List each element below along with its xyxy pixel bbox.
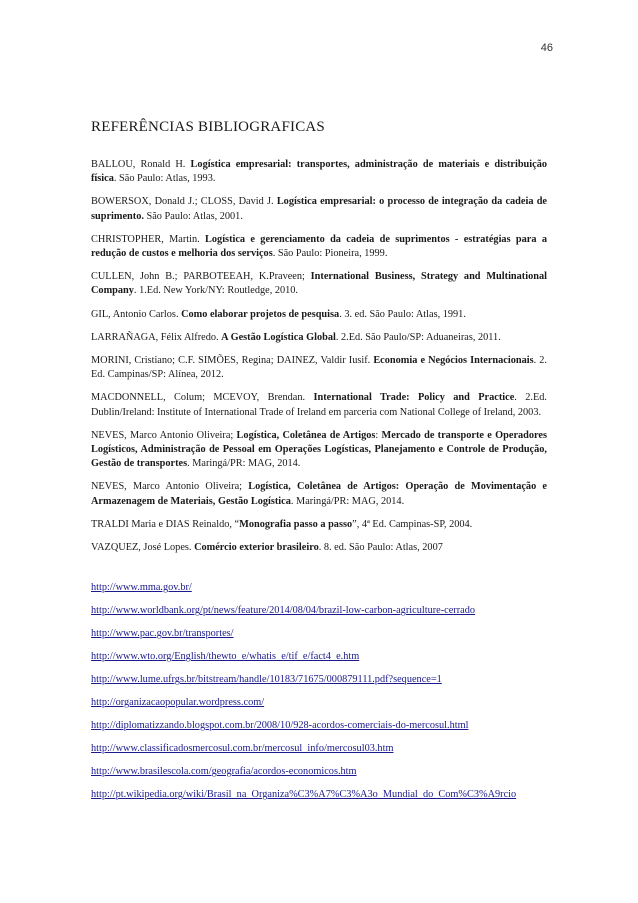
reference-title: Como elaborar projetos de pesquisa (181, 308, 340, 320)
reference-title: Logística e gerenciamento da cadeia de suprimentos - estratégias para a redução de custos e melhoria dos serviços (91, 233, 547, 260)
reference-title: Logística empresarial: transportes, administração de materiais e distribuição física (91, 159, 548, 185)
reference-entry (91, 391, 547, 419)
reference-title: A Gestão Logística Global (221, 331, 336, 343)
reference-text: São Paulo: Atlas, 2001. (143, 210, 243, 222)
reference-text: CULLEN, John B.; PARBOTEEAH, K.Praveen; (91, 271, 311, 283)
reference-text: . Maringá/PR: MAG, 2014. (290, 495, 405, 507)
reference-text: CHRISTOPHER, Martin. (91, 233, 206, 245)
reference-title: Logística, Coletânea de Artigos: Operação de Movimentação e Armazenagem de Materiais, Gestão Logística (91, 481, 547, 507)
reference-title: International Business, Strategy and Multinational Company (91, 271, 547, 297)
reference-link[interactable]: http://www.mma.gov.br/ (91, 582, 192, 594)
reference-title: International Trade: Policy and Practice (313, 392, 515, 404)
link-list (91, 581, 547, 802)
reference-text: BALLOU, Ronald H. (91, 159, 191, 170)
reference-title: Logística empresarial: o processo de integração da cadeia de suprimento. (91, 196, 548, 222)
reference-list (91, 158, 547, 555)
reference-title: Monografia passo a passo (239, 518, 353, 530)
reference-text: BOWERSOX, Donald J.; CLOSS, David J. (91, 196, 277, 208)
reference-text: VAZQUEZ, José Lopes. (91, 542, 195, 554)
reference-entry (91, 480, 547, 508)
reference-text: . 2.Ed. São Paulo/SP: Aduaneiras, 2011. (335, 331, 501, 343)
reference-title: Logística, Coletânea de Artigos (236, 429, 376, 441)
reference-title: Comércio exterior brasileiro (194, 542, 319, 554)
reference-text: . 3. ed. São Paulo: Atlas, 1991. (339, 308, 466, 320)
reference-text: LARRAÑAGA, Félix Alfredo. (91, 331, 222, 343)
reference-text: . São Paulo: Pioneira, 1999. (272, 248, 388, 260)
reference-text: . 2.Ed. Dublin/Ireland: Institute of International Trade of Ireland em parceria com National College of Ireland, 2003. (91, 392, 547, 418)
reference-text: : (375, 429, 382, 441)
reference-title: Mercado de transporte e Operadores Logísticos, Administração de Pessoal em Operações Logísticas, Planejamento e Controle de Produção, Gestão de transportes (91, 429, 547, 470)
reference-link[interactable]: http://www.pac.gov.br/transportes/ (91, 628, 234, 640)
reference-text: . 8. ed. São Paulo: Atlas, 2007 (318, 542, 443, 554)
reference-entry (91, 541, 547, 555)
reference-text: NEVES, Marco Antonio Oliveira; (91, 481, 249, 493)
reference-link[interactable]: http://www.worldbank.org/pt/news/feature/2014/08/04/brazil-low-carbon-agriculture-cerrado (91, 605, 476, 617)
reference-text: NEVES, Marco Antonio Oliveira; (91, 429, 237, 441)
reference-entry (91, 158, 547, 186)
reference-link[interactable]: http://www.lume.ufrgs.br/bitstream/handle/10183/71675/000879111.pdf?sequence=1 (91, 674, 442, 686)
page-number: 46 (540, 42, 553, 54)
reference-entry (91, 518, 547, 532)
reference-text: ”, 4ª Ed. Campinas-SP, 2004. (352, 518, 473, 530)
reference-text: MORINI, Cristiano; C.F. SIMÕES, Regina; DAINEZ, Valdir Iusif. (91, 355, 374, 367)
reference-text: . 1.Ed. New York/NY: Routledge, 2010. (133, 285, 299, 297)
reference-link[interactable]: http://organizacaopopular.wordpress.com/ (91, 697, 265, 709)
reference-entry (91, 233, 547, 261)
reference-link[interactable]: http://diplomatizzando.blogspot.com.br/2008/10/928-acordos-comerciais-do-mercosul.html (91, 720, 469, 732)
reference-entry (91, 429, 547, 472)
reference-entry (91, 308, 547, 322)
reference-entry (91, 331, 547, 345)
reference-title: Economia e Negócios Internacionais (373, 355, 534, 367)
reference-entry (91, 354, 547, 382)
reference-text: . 2. Ed. Campinas/SP: Alínea, 2012. (91, 355, 548, 381)
reference-text: GIL, Antonio Carlos. (91, 308, 182, 320)
reference-entry (91, 270, 547, 298)
reference-text: TRALDI Maria e DIAS Reinaldo, “ (91, 518, 240, 530)
reference-link[interactable]: http://pt.wikipedia.org/wiki/Brasil_na_Organiza%C3%A7%C3%A3o_Mundial_do_Com%C3%A9rcio (91, 789, 517, 801)
reference-link[interactable]: http://www.brasilescola.com/geografia/acordos-economicos.htm (91, 766, 357, 778)
reference-link[interactable]: http://www.classificadosmercosul.com.br/mercosul_info/mercosul03.htm (91, 743, 394, 755)
reference-text: . São Paulo: Atlas, 1993. (113, 173, 216, 185)
page-content (91, 118, 547, 811)
page-heading: REFERÊNCIAS BIBLIOGRAFICAS (91, 119, 325, 135)
reference-link[interactable]: http://www.wto.org/English/thewto_e/whatis_e/tif_e/fact4_e.htm (91, 651, 360, 663)
reference-text: . Maringá/PR: MAG, 2014. (187, 458, 301, 470)
reference-entry (91, 195, 547, 223)
reference-text: MACDONNELL, Colum; MCEVOY, Brendan. (91, 392, 314, 404)
